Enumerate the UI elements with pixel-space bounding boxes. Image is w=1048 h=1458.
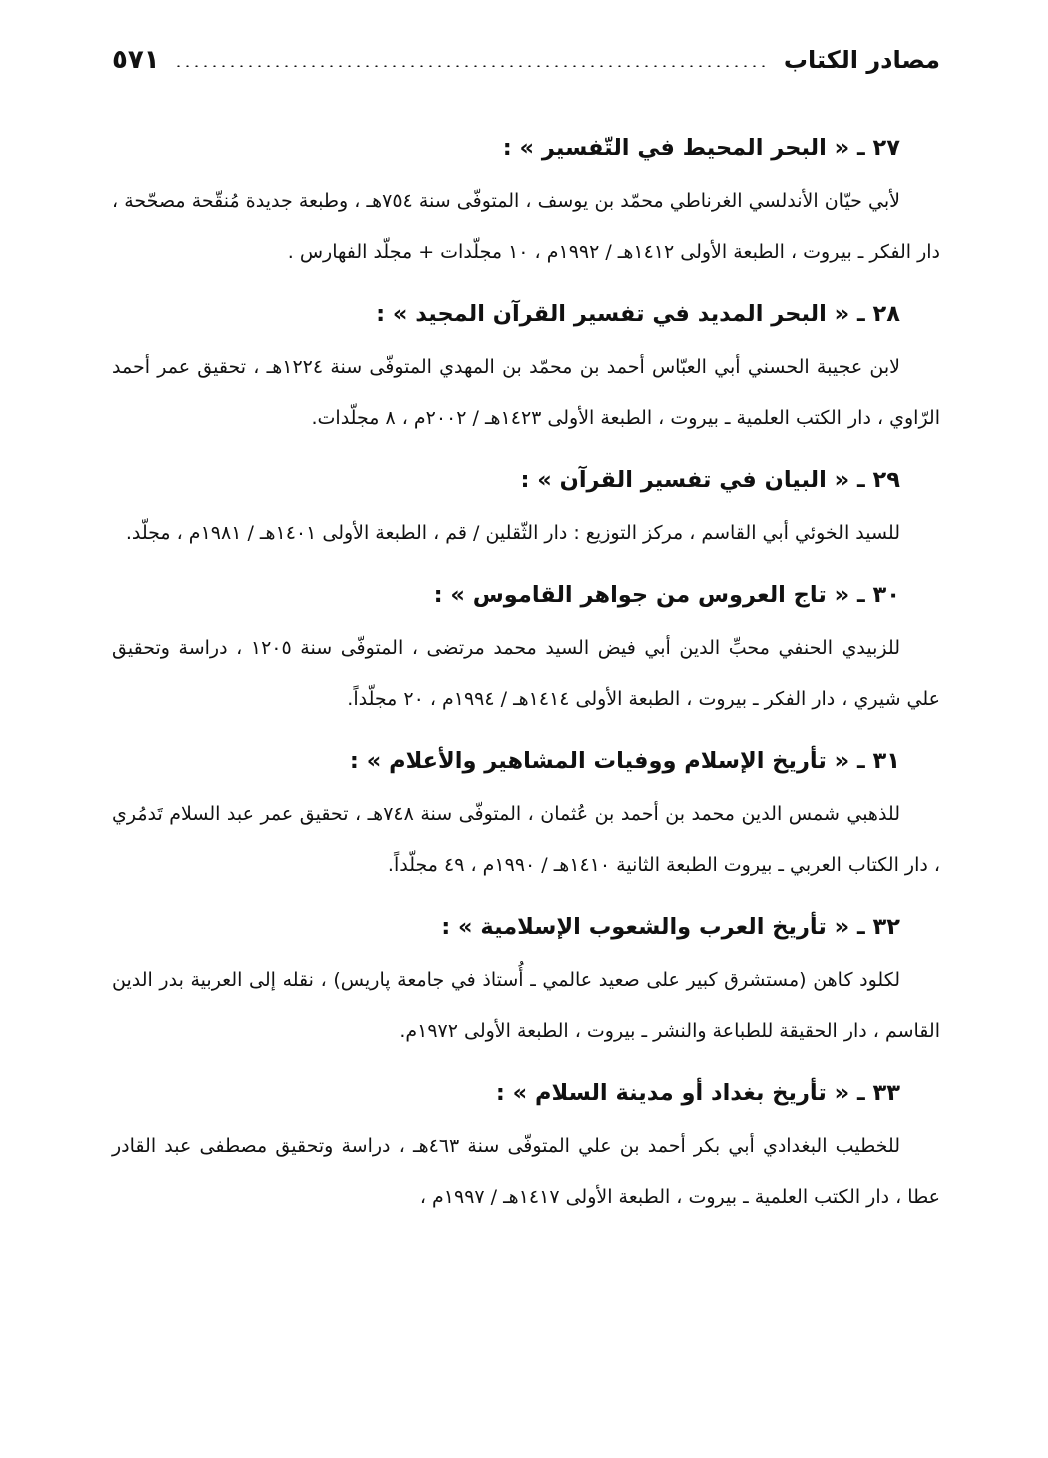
entry-body: لابن عجيبة الحسني أبي العبّاس أحمد بن محمّد بن المهدي المتوفّى سنة ١٢٢٤هـ ، تحقيق عمر أحمد الرّاوي ، دار الكتب العلمية ـ بيروت ، الطبعة الأولى ١٤٢٣هـ / ٢٠٠٢م ، ٨ مجلّدات. (112, 356, 940, 429)
entry-body: للزبيدي الحنفي محبِّ الدين أبي فيض السيد محمد مرتضى ، المتوفّى سنة ١٢٠٥ ، دراسة وتحقيق علي شيري ، دار الفكر ـ بيروت ، الطبعة الأولى ١٤١٤هـ / ١٩٩٤م ، ٢٠ مجلّداً. (112, 637, 940, 710)
bibliography-entry (112, 1065, 940, 1223)
entry-heading: ٣١ ـ « تأريخ الإسلام ووفيات المشاهير والأعلام » : (349, 748, 900, 774)
bibliography-entry (112, 286, 940, 444)
entry-body: للخطيب البغدادي أبي بكر أحمد بن علي المتوفّى سنة ٤٦٣هـ ، دراسة وتحقيق مصطفى عبد القادر عطا ، دار الكتب العلمية ـ بيروت ، الطبعة الأولى ١٤١٧هـ / ١٩٩٧م ، (112, 1135, 940, 1208)
page-number: ٥٧١ (112, 45, 160, 75)
entry-heading: ٢٩ ـ « البيان في تفسير القرآن » : (520, 467, 900, 493)
bibliography-entry (112, 567, 940, 725)
bibliography-entry (112, 899, 940, 1057)
bibliography-entry (112, 452, 940, 559)
bibliography-list (112, 120, 940, 1231)
entry-body: للذهبي شمس الدين محمد بن أحمد بن عُثمان ، المتوفّى سنة ٧٤٨هـ ، تحقيق عمر عبد السلام تَدمُري ، دار الكتاب العربي ـ بيروت الطبعة الثانية ١٤١٠هـ / ١٩٩٠م ، ٤٩ مجلّداً. (112, 803, 940, 876)
entry-heading: ٣٢ ـ « تأريخ العرب والشعوب الإسلامية » : (441, 914, 900, 940)
running-title: مصادر الكتاب (783, 46, 940, 74)
page-header (112, 40, 940, 80)
entry-heading: ٢٨ ـ « البحر المديد في تفسير القرآن المجيد » : (376, 301, 900, 327)
entry-heading: ٣٣ ـ « تأريخ بغداد أو مدينة السلام » : (495, 1080, 900, 1106)
entry-body: للسيد الخوئي أبي القاسم ، مركز التوزيع : دار الثّقلين / قم ، الطبعة الأولى ١٤٠١هـ / ١٩٨١م ، مجلّد. (125, 522, 900, 544)
entry-heading: ٣٠ ـ « تاج العروس من جواهر القاموس » : (433, 582, 900, 608)
bibliography-entry (112, 733, 940, 891)
entry-heading: ٢٧ ـ « البحر المحيط في التّفسير » : (502, 135, 900, 161)
bibliography-entry (112, 120, 940, 278)
entry-body: لأبي حيّان الأندلسي الغرناطي محمّد بن يوسف ، المتوفّى سنة ٧٥٤هـ ، وطبعة جديدة مُنقّحة مصحّحة ، دار الفكر ـ بيروت ، الطبعة الأولى ١٤١٢هـ / ١٩٩٢م ، ١٠ مجلّدات + مجلّد الفهارس . (112, 190, 940, 263)
dotted-leader (174, 65, 770, 67)
entry-body: لكلود كاهن (مستشرق كبير على صعيد عالمي ـ أُستاذ في جامعة پاريس) ، نقله إلى العربية بدر الدين القاسم ، دار الحقيقة للطباعة والنشر ـ بيروت ، الطبعة الأولى ١٩٧٢م. (112, 969, 940, 1042)
